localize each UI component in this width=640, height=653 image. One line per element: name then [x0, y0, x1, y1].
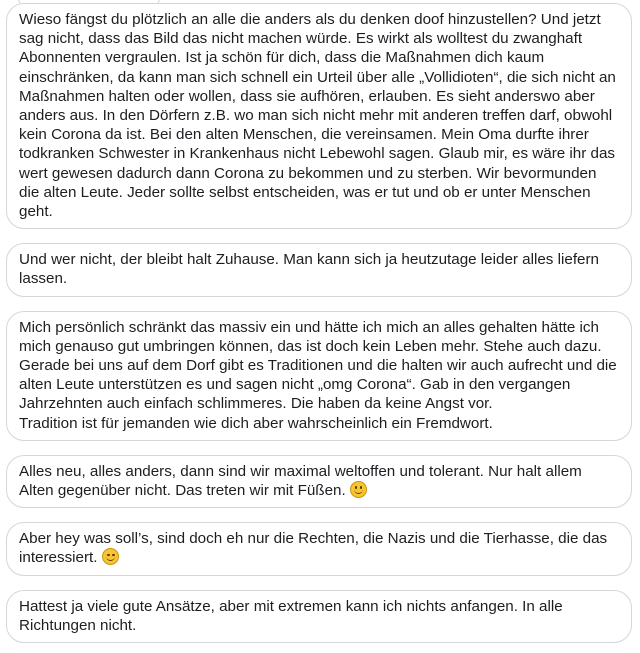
comment-text: Mich persönlich schränkt das massiv ein und hätte ich mich an alles gehalten hätte ich mich genauso gut umbringen können, das ist doch kein Leben mehr. Stehe auch dazu. Gerade bei uns auf dem Dorf gibt es Traditionen und die halten wir auch aufrecht und die alten Leute unterstützen es und sagen nicht „omg Corona“. Gab in den vergangen Jahrzehnten auch einfach schlimmeres. Die haben da keine Angst vor. Tradition ist für jemanden wie dich aber wahrscheinlich ein Fremdwort. [19, 318, 617, 432]
comment-bubble[interactable] [6, 243, 632, 296]
comment-bubble[interactable] [6, 590, 632, 643]
comment-text: Alles neu, alles anders, dann sind wir maximal weltoffen und tolerant. Nur halt allem Alten gegenüber nicht. Das treten wir mit Füßen. [19, 462, 586, 500]
comment-thread [6, 3, 632, 653]
smiling-face-icon [350, 481, 367, 498]
comment-text: Wieso fängst du plötzlich an alle die anders als du denken doof hinzustellen? Und jetzt sag nicht, dass das Bild das nicht machen würde. Es wirkt als wolltest du zwanghaft Abonnenten vergraulen. Ist ja schön für dich, dass die Maßnahmen dich kaum einschränken, da kann man sich schnell ein Urteil über alle „Vollidioten“, die sich nicht an Maßnahmen halten oder wollen, dass sie aufhören, erlauben. Es sieht anderswo aber anders aus. In den Dörfern z.B. wo man sich nicht mehr mit anderen treffen darf, obwohl kein Corona da ist. Bei den alten Menschen, die vereinsamen. Mein Oma durfte ihrer todkranken Schwester in Krankenhaus nicht Lebewohl sagen. Glaub mir, es wäre ihr das wert gewesen dadurch dann Corona zu bekommen und zu sterben. Wir bevormunden die alten Leute. Jeder sollte selbst entscheiden, was er tut und ob er unter Menschen geht. [19, 11, 621, 221]
comment-text: Aber hey was soll’s, sind doch eh nur die Rechten, die Nazis und die Tierhasse, die das interessiert. [19, 530, 612, 567]
comment-text: Und wer nicht, der bleibt halt Zuhause. Man kann sich ja heutzutage leider alles liefern lassen. [19, 251, 604, 288]
winking-face-icon [102, 548, 119, 565]
comment-text: Hattest ja viele gute Ansätze, aber mit extremen kann ich nichts anfangen. In alle Richtungen nicht. [19, 597, 567, 634]
comment-bubble[interactable] [6, 311, 632, 441]
comment-bubble[interactable] [6, 3, 632, 229]
comment-bubble[interactable] [6, 522, 632, 575]
comment-bubble[interactable] [6, 455, 632, 508]
